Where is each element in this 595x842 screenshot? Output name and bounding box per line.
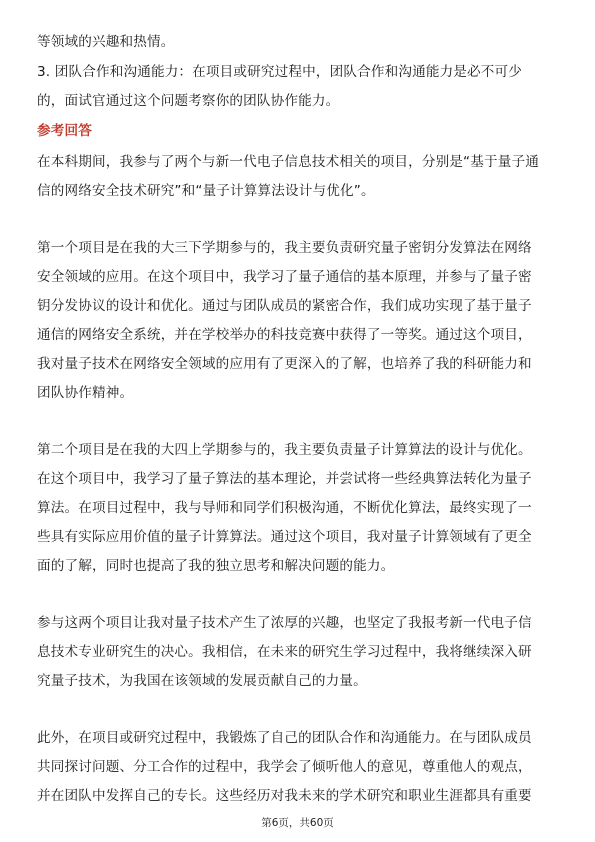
- intro-line: 等领域的兴趣和热情。: [37, 34, 175, 50]
- paragraph-4-line: 息技术专业研究生的决心。我相信，在未来的研究生学习过程中，我将继续深入研: [37, 644, 532, 660]
- paragraph-3-line: 在这个项目中，我学习了量子算法的基本理论，并尝试将一些经典算法转化为量子: [37, 471, 532, 487]
- paragraph-4-line: 参与这两个项目让我对量子技术产生了浓厚的兴趣，也坚定了我报考新一代电子信: [37, 615, 532, 631]
- paragraph-3-line: 面的了解，同时也提高了我的独立思考和解决问题的能力。: [37, 558, 395, 574]
- paragraph-2-line: 团队协作精神。: [37, 385, 134, 401]
- page-number-footer: 第6页，共60页: [261, 817, 334, 829]
- paragraph-5-line: 并在团队中发挥自己的专长。这些经历对我未来的学术研究和职业生涯都具有重要: [37, 788, 532, 804]
- paragraph-4-line: 究量子技术，为我国在该领域的发展贡献自己的力量。: [37, 673, 367, 689]
- paragraph-1-line: 信的网络安全技术研究”和“量子计算算法设计与优化”。: [37, 183, 375, 199]
- paragraph-2-line: 安全领域的应用。在这个项目中，我学习了量子通信的基本原理，并参与了量子密: [37, 269, 532, 285]
- point-3-line-1: 3. 团队合作和沟通能力：在项目或研究过程中，团队合作和沟通能力是必不可少: [37, 64, 523, 80]
- paragraph-2-line: 钥分发协议的设计和优化。通过与团队成员的紧密合作，我们成功实现了基于量子: [37, 298, 532, 314]
- point-3-line-2: 的，面试官通过这个问题考察你的团队协作能力。: [37, 93, 340, 109]
- paragraph-3-line: 算法。在项目过程中，我与导师和同学们积极沟通，不断优化算法，最终实现了一: [37, 500, 532, 516]
- paragraph-5-line: 共同探讨问题、分工合作的过程中，我学会了倾听他人的意见，尊重他人的观点，: [37, 759, 532, 775]
- paragraph-2-line: 第一个项目是在我的大三下学期参与的，我主要负责研究量子密钥分发算法在网络: [37, 240, 532, 256]
- paragraph-2-line: 我对量子技术在网络安全领域的应用有了更深入的了解，也培养了我的科研能力和: [37, 356, 532, 372]
- answer-heading: 参考回答: [37, 123, 92, 139]
- paragraph-3-line: 第二个项目是在我的大四上学期参与的，我主要负责量子计算算法的设计与优化。: [37, 442, 532, 458]
- paragraph-3-line: 些具有实际应用价值的量子计算算法。通过这个项目，我对量子计算领域有了更全: [37, 529, 532, 545]
- paragraph-5-line: 此外，在项目或研究过程中，我锻炼了自己的团队合作和沟通能力。在与团队成员: [37, 730, 532, 746]
- paragraph-2-line: 通信的网络安全系统，并在学校举办的科技竞赛中获得了一等奖。通过这个项目，: [37, 327, 532, 343]
- paragraph-1-line: 在本科期间，我参与了两个与新一代电子信息技术相关的项目，分别是“基于量子通: [37, 154, 539, 170]
